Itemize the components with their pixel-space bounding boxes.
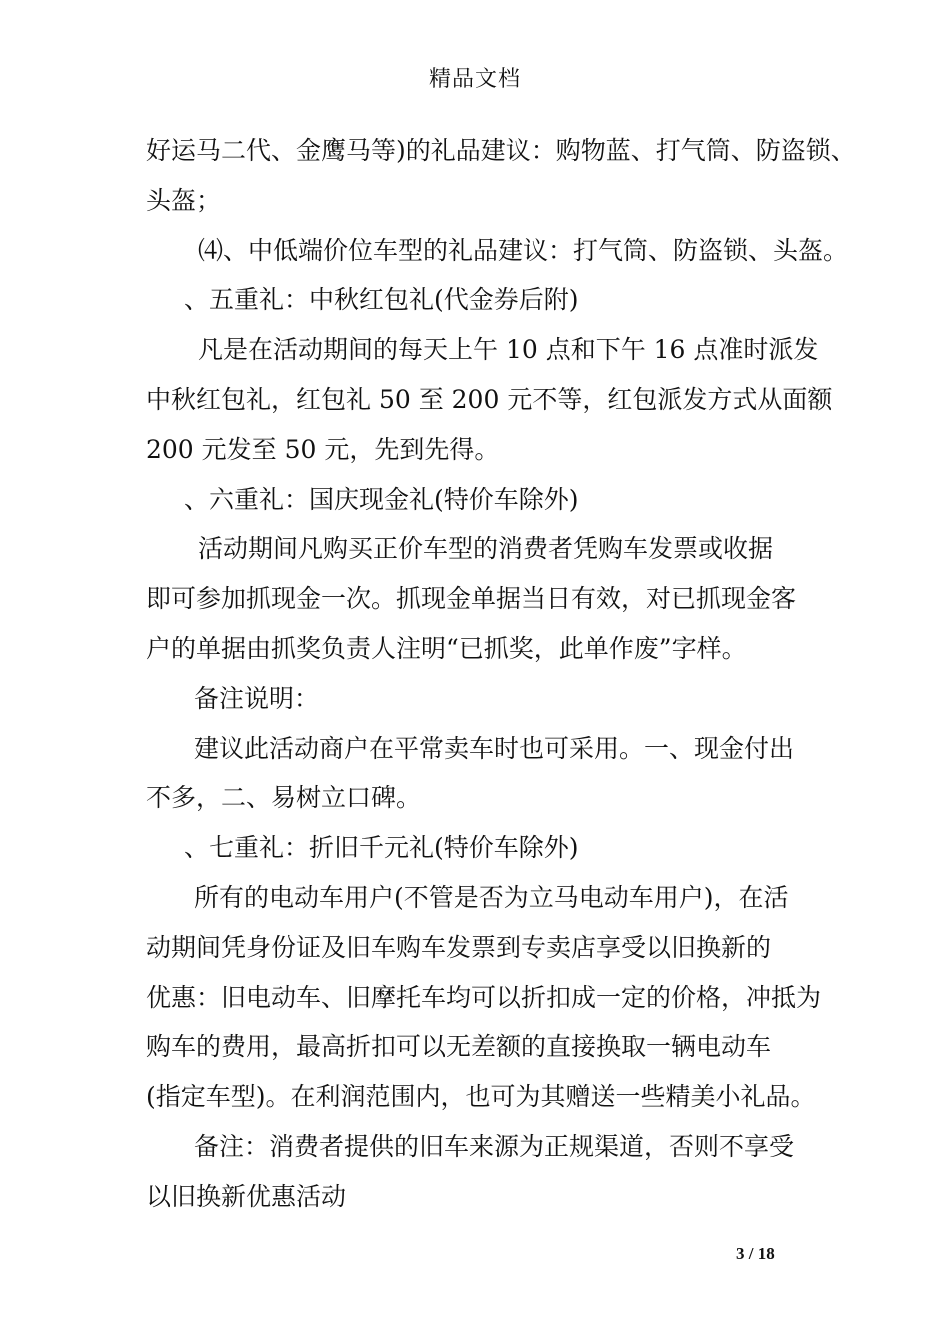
body-line: 优惠：旧电动车、旧摩托车均可以折扣成一定的价格，冲抵为: [146, 982, 822, 1012]
body-line: 好运马二代、金鹰马等)的礼品建议：购物蓝、打气筒、防盗锁、: [146, 136, 856, 165]
body-line: 购车的费用，最高折扣可以无差额的直接换取一辆电动车: [146, 1032, 772, 1062]
page-number: 3 / 18: [736, 1244, 775, 1263]
body-line: 头盔；: [146, 185, 222, 215]
note-heading: 备注说明：: [194, 683, 320, 713]
body-line: 不多，二、易树立口碑。: [146, 783, 422, 813]
body-line: 户的单据由抓奖负责人注明“已抓奖，此单作废”字样。: [146, 633, 747, 663]
section-heading: 、六重礼：国庆现金礼(特价车除外): [184, 484, 579, 514]
body-line: 凡是在活动期间的每天上午 10 点和下午 16 点准时派发: [198, 335, 819, 365]
body-line: 活动期间凡购买正价车型的消费者凭购车发票或收据: [198, 534, 774, 564]
body-line: 中秋红包礼，红包礼 50 至 200 元不等，红包派发方式从面额: [146, 384, 833, 414]
section-heading: 、五重礼：中秋红包礼(代金券后附): [184, 285, 579, 315]
body-line: 所有的电动车用户(不管是否为立马电动车用户)，在活: [194, 882, 789, 912]
note-line: 备注：消费者提供的旧车来源为正规渠道，否则不享受: [194, 1131, 795, 1161]
section-heading: 、七重礼：折旧千元礼(特价车除外): [184, 833, 579, 863]
body-line: 即可参加抓现金一次。抓现金单据当日有效，对已抓现金客: [146, 584, 797, 614]
document-header: 精品文档: [428, 67, 521, 92]
body-line: 动期间凭身份证及旧车购车发票到专卖店享受以旧换新的: [146, 932, 772, 962]
body-line: 建议此活动商户在平常卖车时也可采用。一、现金付出: [194, 733, 795, 763]
body-line: 200 元发至 50 元，先到先得。: [146, 434, 500, 464]
document-body: [146, 126, 856, 1222]
body-line: (指定车型)。在利润范围内，也可为其赠送一些精美小礼品。: [146, 1082, 816, 1112]
body-line: 以旧换新优惠活动: [146, 1181, 347, 1211]
body-line: ⑷、中低端价位车型的礼品建议：打气筒、防盗锁、头盔。: [198, 235, 849, 265]
